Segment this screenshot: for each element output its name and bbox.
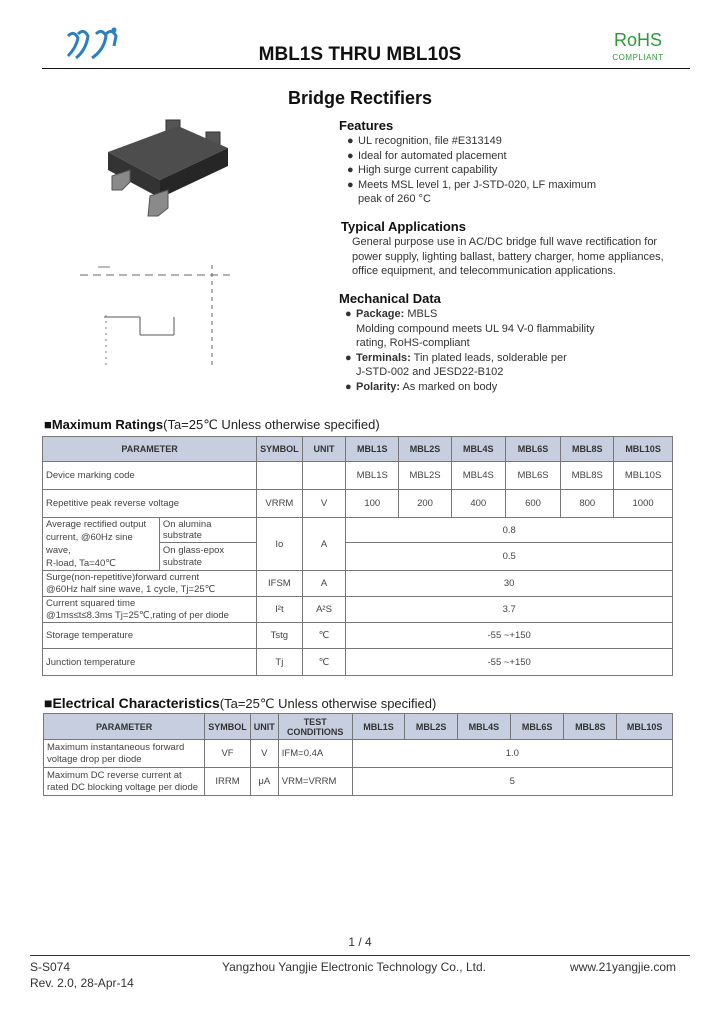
compliant-label: COMPLIANT <box>612 53 664 62</box>
page-subtitle: Bridge Rectifiers <box>287 88 433 108</box>
list-item-cont: peak of 260 °C <box>358 193 431 205</box>
table-header-row: PARAMETER SYMBOL UNIT TEST CONDITIONS MBL1S MBL2S MBL4S MBL6S MBL8S MBL10S <box>44 714 673 740</box>
mechanical-heading: Mechanical Data <box>339 291 441 306</box>
applications-text: General purpose use in AC/DC bridge full wave rectification for power supply, lighting ballast, battery charger, home appliances, office equipment, and telecommunication applications. <box>352 236 664 277</box>
table-row: Junction temperature Tj ℃ -55 ~+150 <box>43 649 673 676</box>
table-row: Current squared time @1ms≤t≤8.3ms Tj=25℃,rating of per diode I²t A²S 3.7 <box>43 597 673 623</box>
mechanical-list: ● Package: MBLS Molding compound meets UL 94 V-0 flammability rating, RoHS-compliant ● Terminals: Tin plated leads, solderable per J-STD-002 and JESD22-B102 ● Polarity: As marked on body <box>345 308 595 393</box>
list-item: ● Ideal for automated placement <box>347 149 507 162</box>
document-title: MBL1S THRU MBL10S <box>258 44 462 65</box>
table-header-row: PARAMETER SYMBOL UNIT MBL1S MBL2S MBL4S MBL6S MBL8S MBL10S <box>43 437 673 462</box>
list-item: ● Meets MSL level 1, per J-STD-020, LF maximum <box>347 178 596 191</box>
table-row: Average rectified output current, @60Hz sine wave, R-load, Ta=40℃ On alumina substrate Io A 0.8 <box>43 518 673 543</box>
footer-rule <box>30 955 690 956</box>
table-row: Surge(non-repetitive)forward current @60Hz half sine wave, 1 cycle, Tj=25℃ IFSM A 30 <box>43 571 673 597</box>
max-ratings-heading: ■Maximum Ratings(Ta=25℃ Unless otherwise specified) <box>44 417 380 432</box>
header-rule <box>42 68 690 69</box>
rohs-label: RoHS <box>613 30 662 50</box>
list-item: ● Package: MBLS <box>345 308 438 320</box>
features-heading: Features <box>339 118 394 133</box>
list-item: ● Polarity: As marked on body <box>345 380 498 393</box>
max-ratings-table <box>42 436 673 676</box>
website-link[interactable]: www.21yangjie.com <box>570 960 677 974</box>
doc-number: S-S074 <box>30 960 71 974</box>
page-number: 1 / 4 <box>348 935 372 949</box>
revision: Rev. 2.0, 28-Apr-14 <box>30 976 134 990</box>
features-list <box>347 134 596 207</box>
applications-heading: Typical Applications <box>341 219 466 234</box>
elec-table <box>43 713 673 796</box>
elec-heading: ■Electrical Characteristics(Ta=25℃ Unless otherwise specified) <box>44 695 437 711</box>
table-row: On glass-epox substrate 0.5 <box>43 543 673 571</box>
table-row: Maximum DC reverse current at rated DC blocking voltage per diode IRRM μA VRM=VRRM 5 <box>44 768 673 796</box>
list-item: ● High surge current capability <box>347 164 498 176</box>
package-image <box>100 118 240 228</box>
table-row: Maximum instantaneous forward voltage drop per diode VF V IFM=0.4A 1.0 <box>44 740 673 768</box>
list-item: ● Terminals: Tin plated leads, solderable per <box>345 351 567 364</box>
list-item: ● UL recognition, file #E313149 <box>347 135 502 147</box>
table-row: Storage temperature Tstg ℃ -55 ~+150 <box>43 623 673 649</box>
outline-drawing <box>80 255 240 375</box>
rohs-badge <box>600 30 676 62</box>
table-row: Device marking code MBL1S MBL2S MBL4S MBL6S MBL8S MBL10S <box>43 462 673 490</box>
company-name: Yangzhou Yangjie Electronic Technology Co., Ltd. <box>222 960 486 974</box>
table-row: Repetitive peak reverse voltage VRRM V 100 200 400 600 800 1000 <box>43 490 673 518</box>
